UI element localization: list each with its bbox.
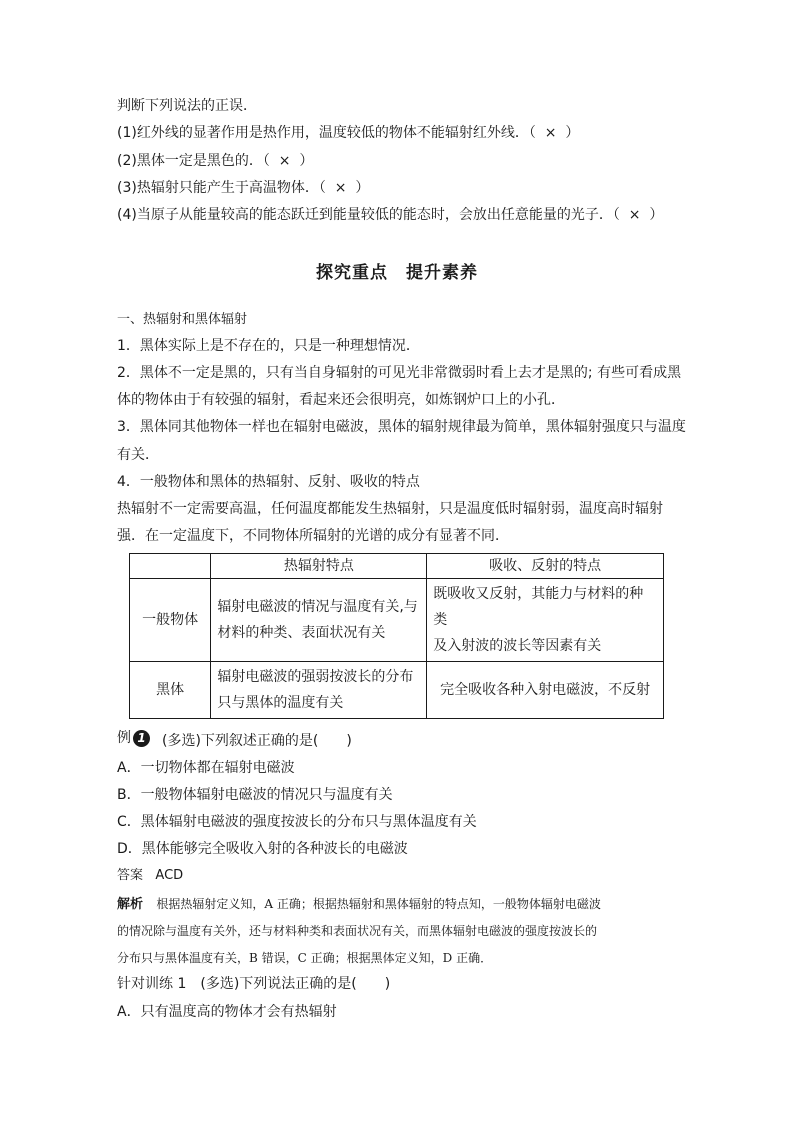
example-option-b: B．一般物体辐射电磁波的情况只与温度有关 xyxy=(117,787,393,803)
training-option-a: A．只有温度高的物体才会有热辐射 xyxy=(117,1004,337,1020)
training-title: 针对训练 1 (多选)下列说法正确的是( ) xyxy=(117,976,391,992)
judge-item-4: (4)当原子从能量较高的能态跃迁到能量较低的能态时，会放出任意能量的光子．（ × ） xyxy=(117,207,664,223)
table-header-radiation: 热辐射特点 xyxy=(211,554,427,579)
section-title: 探究重点 提升素养 xyxy=(316,263,478,283)
table-cell-general-body: 一般物体 xyxy=(130,579,211,662)
table-cell-general-absorption: 既吸收又反射，其能力与材料的种类 及入射波的波长等因素有关 xyxy=(427,579,664,662)
analysis-line-2: 的情况除与温度有关外，还与材料种类和表面状况有关，而黑体辐射电磁波的强度按波长的 xyxy=(117,924,598,938)
part1-heading: 一、热辐射和黑体辐射 xyxy=(117,312,248,327)
judge-item-1: (1)红外线的显著作用是热作用，温度较低的物体不能辐射红外线．（ × ） xyxy=(117,125,580,141)
example-number-badge: 1 xyxy=(133,730,150,747)
example-option-c: C．黑体辐射电磁波的强度按波长的分布只与黑体温度有关 xyxy=(117,814,477,830)
analysis-line-3: 分布只与黑体温度有关，B 错误，C 正确；根据黑体定义知，D 正确． xyxy=(117,951,493,965)
part1-point-3a: 3．黑体同其他物体一样也在辐射电磁波，黑体的辐射规律最为简单，黑体辐射强度只与温度 xyxy=(117,419,686,435)
table-cell-blackbody: 黑体 xyxy=(130,662,211,719)
table-header-empty xyxy=(130,554,211,579)
table-header-absorption: 吸收、反射的特点 xyxy=(427,554,664,579)
part1-point-1: 1．黑体实际上是不存在的，只是一种理想情况． xyxy=(117,338,420,354)
judge-intro: 判断下列说法的正误． xyxy=(117,98,257,114)
analysis-line-1: 解析 根据热辐射定义知，A 正确；根据热辐射和黑体辐射的特点知，一般物体辐射电磁波 xyxy=(117,897,601,912)
judge-item-2: (2)黑体一定是黑色的．（ × ） xyxy=(117,153,314,169)
answer-label: 答案 xyxy=(117,868,144,883)
wrong-mark-4: × xyxy=(628,207,641,223)
answer-value: ACD xyxy=(155,868,184,883)
part1-point-4: 4．一般物体和黑体的热辐射、反射、吸收的特点 xyxy=(117,474,420,490)
table-header-row xyxy=(130,554,664,579)
example-header xyxy=(117,729,150,747)
wrong-mark-1: × xyxy=(544,125,557,141)
table-cell-blackbody-absorption: 完全吸收各种入射电磁波，不反射 xyxy=(427,662,664,719)
table-row xyxy=(130,579,664,662)
judge-item-3: (3)热辐射只能产生于高温物体．（ × ） xyxy=(117,180,370,196)
part1-point-2a: 2．黑体不一定是黑的，只有当自身辐射的可见光非常微弱时看上去才是黑的; 有些可看成黑 xyxy=(117,365,682,381)
analysis-label: 解析 xyxy=(117,897,144,912)
example-option-a: A．一切物体都在辐射电磁波 xyxy=(117,760,295,776)
part1-point-5a: 热辐射不一定需要高温，任何温度都能发生热辐射，只是温度低时辐射弱，温度高时辐射 xyxy=(117,501,663,517)
example-label: 例 xyxy=(117,730,131,746)
answer-line xyxy=(117,867,183,885)
part1-point-2b: 体的物体由于有较强的辐射，看起来还会很明亮，如炼钢炉口上的小孔． xyxy=(117,392,565,408)
table-row xyxy=(130,662,664,719)
example-option-d: D．黑体能够完全吸收入射的各种波长的电磁波 xyxy=(117,841,408,857)
part1-point-3b: 有关． xyxy=(117,447,159,463)
wrong-mark-3: × xyxy=(334,180,347,196)
table-cell-blackbody-radiation: 辐射电磁波的强弱按波长的分布 只与黑体的温度有关 xyxy=(211,662,427,719)
part1-point-5b: 强．在一定温度下，不同物体所辐射的光谱的成分有显著不同． xyxy=(117,528,509,544)
comparison-table xyxy=(129,553,664,719)
example-question: (多选)下列叙述正确的是( ) xyxy=(162,733,352,749)
table-cell-general-radiation: 辐射电磁波的情况与温度有关,与 材料的种类、表面状况有关 xyxy=(211,579,427,662)
wrong-mark-2: × xyxy=(278,153,291,169)
